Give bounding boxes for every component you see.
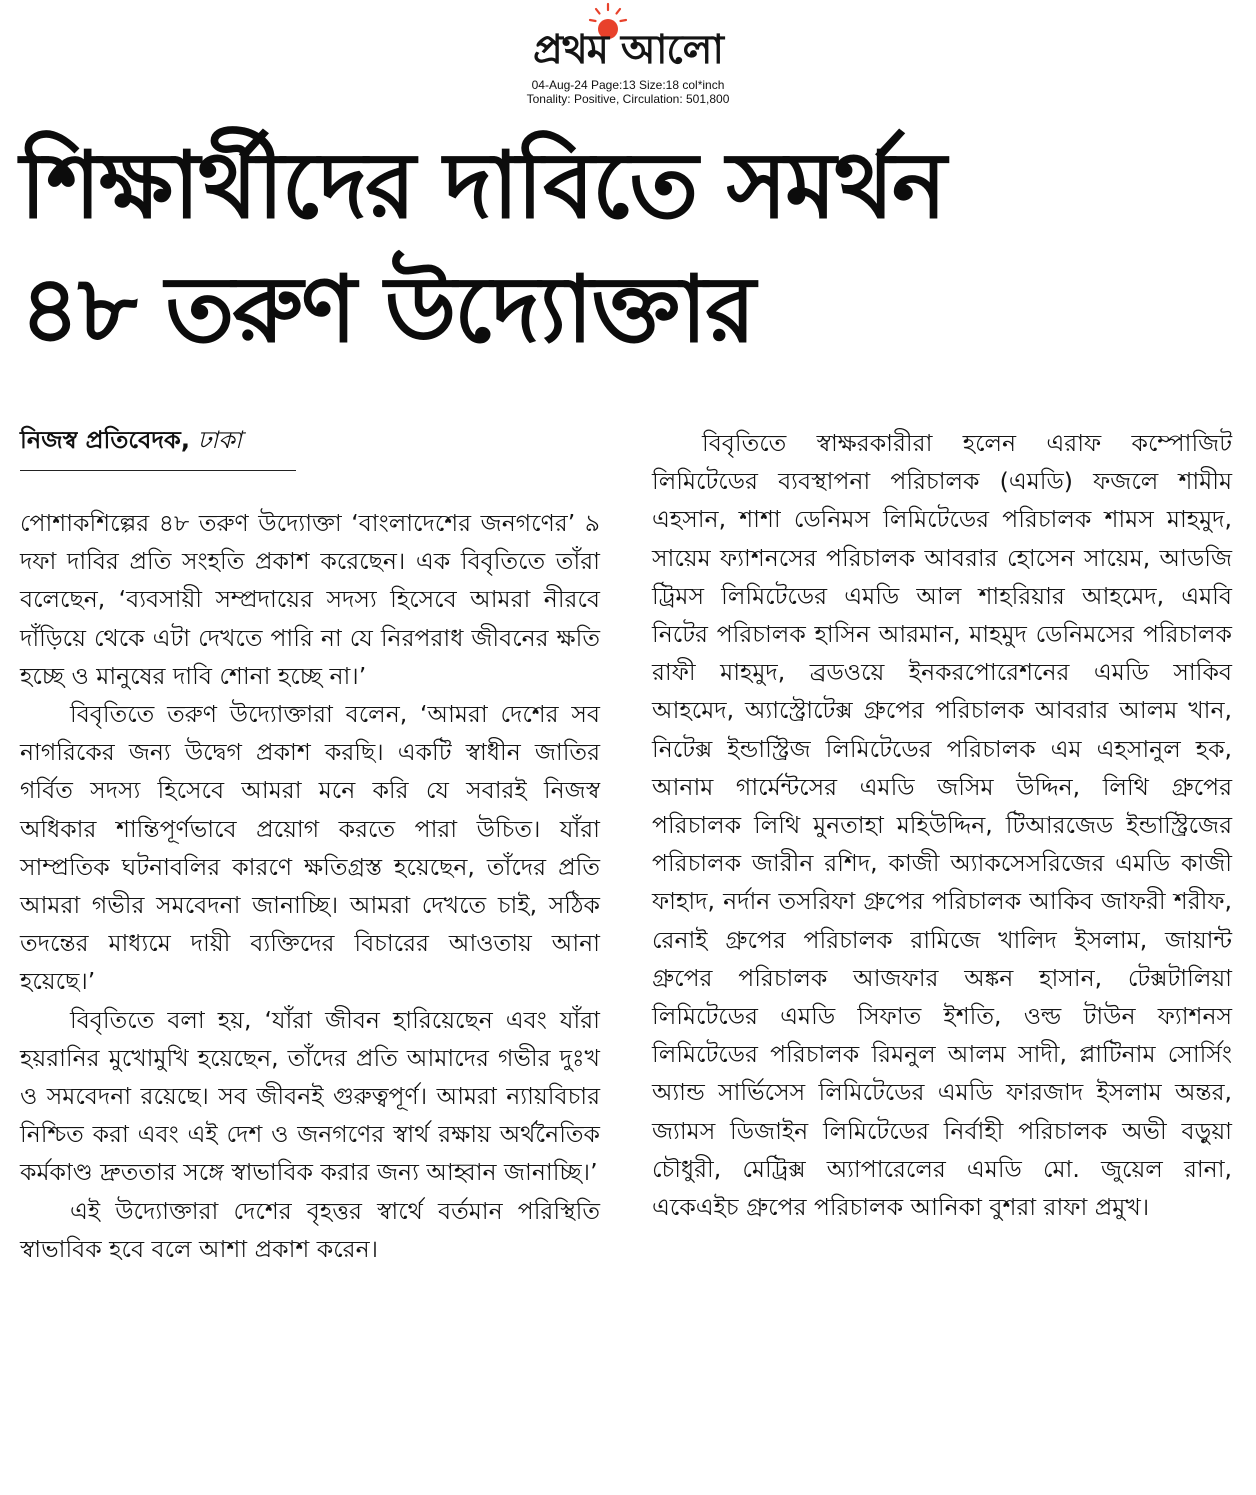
byline-reporter: নিজস্ব প্রতিবেদক, xyxy=(20,426,190,454)
headline-line-2: ৪৮ তরুণ উদ্যোক্তার xyxy=(20,256,754,363)
masthead xyxy=(0,6,1256,80)
paragraph: বিবৃতিতে স্বাক্ষরকারীরা হলেন এরাফ কম্পোজিট লিমিটেডের ব্যবস্থাপনা পরিচালক (এমডি) ফজলে শামীম এহসান, শাশা ডেনিমস লিমিটেডের পরিচালক শামস মাহমুদ, সায়েম ফ্যাশনসের পরিচালক আবরার হোসেন সায়েম, আডজি ট্রিমস লিমিটেডের এমডি আল শাহরিয়ার আহমেদ, এমবি নিটের পরিচালক হাসিন আরমান, মাহমুদ ডেনিমসের পরিচালক রাফী মাহমুদ, ব্রডওয়ে ইনকরপোরেশনের এমডি সাকিব আহমেদ, অ্যাস্ট্রোটেক্স গ্রুপের পরিচালক আবরার আলম খান, নিটেক্স ইন্ডাস্ট্রিজ লিমিটেডের পরিচালক এম এহসানুল হক, আনাম গার্মেন্টসের এমডি জসিম উদ্দিন, লিথি গ্রুপের পরিচালক লিথি মুনতাহা মহিউদ্দিন, টিআরজেড ইন্ডাস্ট্রিজের পরিচালক জারীন রশিদ, কাজী অ্যাকসেসরিজের এমডি কাজী ফাহাদ, নর্দান তসরিফা গ্রুপের পরিচালক আকিব জাফরী শরীফ, রেনাই গ্রুপের পরিচালক রামিজে খালিদ ইসলাম, জায়ান্ট গ্রুপের পরিচালক আজফার অঙ্কন হাসান, টেক্সটালিয়া লিমিটেডের এমডি সিফাত ইশতি, ওল্ড টাউন ফ্যাশনস লিমিটেডের পরিচালক রিমনুল আলম সাদী, প্লাটিনাম সোর্সিং অ্যান্ড সার্ভিসেস লিমিটেডের এমডি ফারজাদ ইসলাম অন্তর, জ্যামস ডিজাইন লিমিটেডের নির্বাহী পরিচালক অভী বড়ুয়া চৌধুরী, মেট্রিক্স অ্যাপারেলের এমডি মো. জুয়েল রানা, একেএইচ গ্রুপের পরিচালক আনিকা বুশরা রাফা প্রমুখ। xyxy=(652,429,1232,1222)
paragraph: বিবৃতিতে তরুণ উদ্যোক্তারা বলেন, ‘আমরা দেশের সব নাগরিকের জন্য উদ্বেগ প্রকাশ করছি। একটি স্বাধীন জাতির গর্বিত সদস্য হিসেবে আমরা মনে করি যে সবারই নিজস্ব অধিকার শান্তিপূর্ণভাবে প্রয়োগ করতে পারা উচিত। যাঁরা সাম্প্রতিক ঘটনাবলির কারণে ক্ষতিগ্রস্ত হয়েছেন, তাঁদের প্রতি আমরা গভীর সমবেদনা জানাচ্ছি। আমরা দেখতে চাই, সঠিক তদন্তের মাধ্যমে দায়ী ব্যক্তিদের বিচারের আওতায় আনা হয়েছে।’ xyxy=(20,700,600,996)
paragraph: পোশাকশিল্পের ৪৮ তরুণ উদ্যোক্তা ‘বাংলাদেশের জনগণের’ ৯ দফা দাবির প্রতি সংহতি প্রকাশ করেছেন। এক বিবৃতিতে তাঁরা বলেছেন, ‘ব্যবসায়ী সম্প্রদায়ের সদস্য হিসেবে আমরা নীরবে দাঁড়িয়ে থেকে এটা দেখতে পারি না যে নিরপরাধ জীবনের ক্ষতি হচ্ছে ও মানুষের দাবি শোনা হচ্ছে না।’ xyxy=(20,509,600,690)
headline-line-1: শিক্ষার্থীদের দাবিতে সমর্থন xyxy=(20,132,945,239)
paragraph: এই উদ্যোক্তারা দেশের বৃহত্তর স্বার্থে বর্তমান পরিস্থিতি স্বাভাবিক হবে বলে আশা প্রকাশ করেন। xyxy=(20,1196,600,1263)
paragraph: বিবৃতিতে বলা হয়, ‘যাঁরা জীবন হারিয়েছেন এবং যাঁরা হয়রানির মুখোমুখি হয়েছেন, তাঁদের প্রতি আমাদের গভীর দুঃখ ও সমবেদনা রয়েছে। সব জীবনই গুরুত্বপূর্ণ। আমরা ন্যায়বিচার নিশ্চিত করা এবং এই দেশ ও জনগণের স্বার্থ রক্ষায় অর্থনৈতিক কর্মকাণ্ড দ্রুততার সঙ্গে স্বাভাবিক করার জন্য আহ্বান জানাচ্ছি।’ xyxy=(20,1005,600,1187)
clipping-meta-date-page: 04-Aug-24 Page:13 Size:18 col*inch xyxy=(531,78,725,92)
article-column-left xyxy=(20,504,600,1268)
byline-divider xyxy=(20,470,296,471)
byline-city: ঢাকা xyxy=(197,426,242,454)
logo-text: প্রথম আলো xyxy=(532,27,724,73)
clipping-meta-tonality: Tonality: Positive, Circulation: 501,800 xyxy=(526,92,730,106)
article-column-right xyxy=(652,424,1232,1226)
newspaper-logo xyxy=(478,6,778,76)
byline xyxy=(20,424,242,456)
article-headline xyxy=(20,124,1240,372)
